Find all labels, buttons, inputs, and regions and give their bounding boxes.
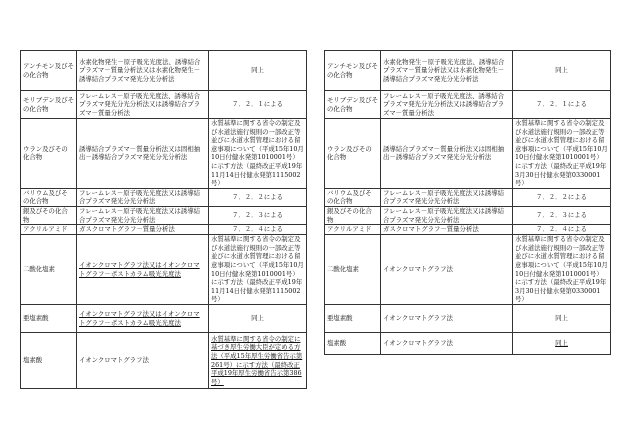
- left-page: [20, 50, 306, 389]
- substance-cell: 銀及びその化合物: [21, 206, 77, 224]
- substance-cell: 二酸化塩素: [21, 235, 77, 305]
- method-cell: フレームレス－原子吸光光度法又は誘導結合プラズマ発光分光分析法: [77, 206, 209, 224]
- substance-cell: 亜塩素酸: [21, 305, 77, 333]
- substance-cell: ウラン及びその化合物: [325, 119, 381, 189]
- substance-cell: アクリルアミド: [325, 225, 381, 235]
- table-row: [21, 305, 307, 333]
- table-row: [21, 235, 307, 305]
- remark-cell: 水質基準に関する省令の制定及び水道法施行規則の一部改正等並びに水道水質管理における留意事項について（平成15年10月10日付健水発第1010001号）に示す方法（最終改正平成19年11月14日付健水発第1115002号）: [209, 119, 307, 189]
- method-cell: イオンクロマトグラフ法: [77, 333, 209, 389]
- table-row: [325, 119, 611, 189]
- method-cell: イオンクロマトグラフ法: [381, 333, 513, 355]
- method-cell: 誘導結合プラズマ－質量分析法又は固相抽出－誘導結合プラズマ発光分光分析法: [77, 119, 209, 189]
- method-cell: 水素化物発生－原子吸光光度法、誘導結合プラズマ－質量分析法又は水素化物発生－誘導結合プラズマ発光分光分析法: [381, 51, 513, 91]
- substance-cell: 塩素酸: [21, 333, 77, 389]
- remark-cell: ７．２．４による: [513, 225, 611, 235]
- remark-cell: ７．２．２による: [209, 188, 307, 206]
- table-row: [325, 206, 611, 224]
- table-row: [21, 119, 307, 189]
- remark-cell: ７．２．４による: [209, 225, 307, 235]
- method-cell: フレームレス－原子吸光光度法又は誘導結合プラズマ発光分光分析法: [381, 188, 513, 206]
- remark-cell: 同上: [513, 305, 611, 333]
- table-row: [21, 91, 307, 119]
- substance-cell: ウラン及びその化合物: [21, 119, 77, 189]
- substance-cell: バリウム及びその化合物: [21, 188, 77, 206]
- method-cell: イオンクロマトグラフ法又はイオンクロマトグラフ－ポストカラム吸光光度法: [77, 305, 209, 333]
- remark-cell: 同上: [209, 51, 307, 91]
- remark-cell: 水質基準に関する省令の制定及び水道法施行規則の一部改正等並びに水道水質管理における留意事項について（平成15年10月10日付健水発第1010001号）に示す方法（最終改正平成19年3月30日付健水発第0330001号）: [513, 119, 611, 189]
- substance-cell: バリウム及びその化合物: [325, 188, 381, 206]
- method-cell: フレームレス－原子吸光光度法、誘導結合プラズマ発光分光分析法又は誘導結合プラズマ－質量分析法: [381, 91, 513, 119]
- substance-cell: 塩素酸: [325, 333, 381, 355]
- remark-cell: ７．２．２による: [513, 188, 611, 206]
- method-cell: イオンクロマトグラフ法: [381, 235, 513, 305]
- table-row: [325, 225, 611, 235]
- left-methods-table: [20, 50, 307, 389]
- substance-cell: 二酸化塩素: [325, 235, 381, 305]
- table-row: [325, 235, 611, 305]
- table-row: [325, 51, 611, 91]
- method-cell: 誘導結合プラズマ－質量分析法又は固相抽出－誘導結合プラズマ発光分光分析法: [381, 119, 513, 189]
- method-cell: ガスクロマトグラフ－質量分析法: [77, 225, 209, 235]
- remark-cell: ７．２．１による: [209, 91, 307, 119]
- remark-cell: 同上: [513, 333, 611, 355]
- remark-cell: 水質基準に関する省令の制定及び水道法施行規則の一部改正等並びに水道水質管理における留意事項について（平成15年10月10日付健水発第1010001号）に示す方法（最終改正平成19年3月30日付健水発第0330001号）: [513, 235, 611, 305]
- table-row: [325, 91, 611, 119]
- table-row: [21, 206, 307, 224]
- table-row: [21, 51, 307, 91]
- method-cell: イオンクロマトグラフ法又はイオンクロマトグラフ－ポストカラム吸光光度法: [77, 235, 209, 305]
- table-row: [325, 305, 611, 333]
- substance-cell: アンチモン及びその化合物: [325, 51, 381, 91]
- remark-cell: ７．２．３による: [513, 206, 611, 224]
- remark-cell: 同上: [513, 51, 611, 91]
- table-row: [325, 333, 611, 355]
- table-row: [21, 188, 307, 206]
- substance-cell: アンチモン及びその化合物: [21, 51, 77, 91]
- remark-cell: ７．２．３による: [209, 206, 307, 224]
- method-cell: フレームレス－原子吸光光度法又は誘導結合プラズマ発光分光分析法: [381, 206, 513, 224]
- substance-cell: モリブデン及びその化合物: [325, 91, 381, 119]
- method-cell: ガスクロマトグラフ－質量分析法: [381, 225, 513, 235]
- substance-cell: モリブデン及びその化合物: [21, 91, 77, 119]
- substance-cell: 銀及びその化合物: [325, 206, 381, 224]
- method-cell: フレームレス－原子吸光光度法、誘導結合プラズマ発光分光分析法又は誘導結合プラズマ－質量分析法: [77, 91, 209, 119]
- method-cell: フレームレス－原子吸光光度法又は誘導結合プラズマ発光分光分析法: [77, 188, 209, 206]
- right-page: [324, 50, 610, 355]
- right-methods-table: [324, 50, 611, 355]
- table-row: [21, 333, 307, 389]
- table-row: [325, 188, 611, 206]
- remark-cell: 水質基準に関する省令の制定に基づき厚生労働大臣が定める方法（平成15年厚生労働省告示第261号）に示す方法（最終改正平成19年厚生労働省告示第386号）: [209, 333, 307, 389]
- remark-cell: 同上: [209, 305, 307, 333]
- remark-cell: 水質基準に関する省令の制定及び水道法施行規則の一部改正等並びに水道水質管理における留意事項について（平成15年10月10日付健水発第1010001号）に示す方法（最終改正平成19年11月14日付健水発第1115002号）: [209, 235, 307, 305]
- substance-cell: 亜塩素酸: [325, 305, 381, 333]
- substance-cell: アクリルアミド: [21, 225, 77, 235]
- method-cell: 水素化物発生－原子吸光光度法、誘導結合プラズマ－質量分析法又は水素化物発生－誘導結合プラズマ発光分光分析法: [77, 51, 209, 91]
- table-row: [21, 225, 307, 235]
- method-cell: イオンクロマトグラフ法: [381, 305, 513, 333]
- remark-cell: ７．２．１による: [513, 91, 611, 119]
